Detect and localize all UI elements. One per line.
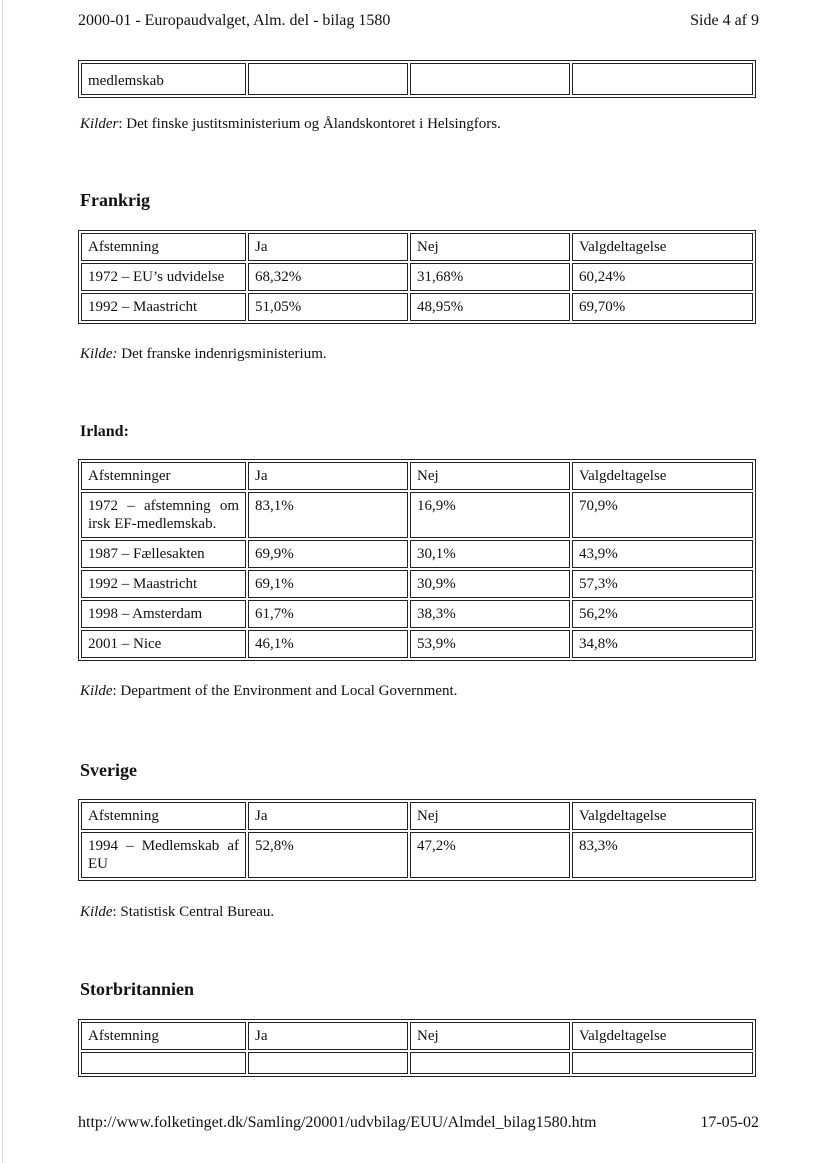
table-cell: 61,7% bbox=[248, 600, 408, 628]
source-label: Kilde bbox=[80, 904, 113, 920]
source-url: http://www.folketinget.dk/Samling/20001/udvbilag/EUU/Almdel_bilag1580.htm bbox=[78, 1114, 597, 1131]
header-cell: Valgdeltagelse bbox=[572, 1022, 753, 1050]
source-label: Kilde: bbox=[80, 346, 118, 362]
table-cell: 69,1% bbox=[248, 570, 408, 598]
uk-table bbox=[78, 1019, 756, 1077]
header-cell: Valgdeltagelse bbox=[572, 233, 753, 261]
table-row bbox=[81, 570, 753, 598]
header-cell: Nej bbox=[410, 462, 570, 490]
table-cell bbox=[248, 1052, 408, 1074]
table-row bbox=[81, 600, 753, 628]
header-cell: Ja bbox=[248, 233, 408, 261]
table-cell bbox=[410, 63, 570, 95]
table-cell: 51,05% bbox=[248, 293, 408, 321]
header-cell: Nej bbox=[410, 233, 570, 261]
france-table bbox=[78, 230, 756, 324]
table-cell: 1992 – Maastricht bbox=[81, 293, 246, 321]
table-cell: 30,1% bbox=[410, 540, 570, 568]
table-header-row bbox=[81, 1022, 753, 1050]
section-title-uk: Storbritannien bbox=[80, 979, 195, 999]
table-cell: 16,9% bbox=[410, 492, 570, 538]
table-cell: 1972 – EU’s udvidelse bbox=[81, 263, 246, 291]
sweden-source bbox=[80, 904, 274, 921]
table-cell: medlemskab bbox=[81, 63, 246, 95]
table-cell: 56,2% bbox=[572, 600, 753, 628]
table-cell: 83,3% bbox=[572, 832, 753, 878]
ireland-table bbox=[78, 459, 756, 661]
section-title-france: Frankrig bbox=[80, 190, 150, 210]
table-row bbox=[81, 63, 753, 95]
table-cell: 43,9% bbox=[572, 540, 753, 568]
table-cell: 68,32% bbox=[248, 263, 408, 291]
table-cell: 69,70% bbox=[572, 293, 753, 321]
table-row bbox=[81, 263, 753, 291]
table-cell: 46,1% bbox=[248, 630, 408, 658]
header-cell: Afstemninger bbox=[81, 462, 246, 490]
france-source bbox=[80, 346, 327, 363]
page-header bbox=[78, 12, 759, 30]
source-text: : Det finske justitsministerium og Ålandskontoret i Helsingfors. bbox=[118, 116, 501, 132]
header-cell: Ja bbox=[248, 802, 408, 830]
table-cell: 34,8% bbox=[572, 630, 753, 658]
header-cell: Ja bbox=[248, 1022, 408, 1050]
table-cell: 83,1% bbox=[248, 492, 408, 538]
table-row bbox=[81, 293, 753, 321]
table-cell: 70,9% bbox=[572, 492, 753, 538]
table-cell bbox=[248, 63, 408, 95]
header-cell: Ja bbox=[248, 462, 408, 490]
table-cell: 53,9% bbox=[410, 630, 570, 658]
source-label: Kilder bbox=[80, 116, 119, 132]
table-cell: 48,95% bbox=[410, 293, 570, 321]
finland-source bbox=[80, 116, 501, 133]
table-cell: 52,8% bbox=[248, 832, 408, 878]
document-reference: 2000-01 - Europaudvalget, Alm. del - bilag 1580 bbox=[78, 12, 391, 29]
table-cell: 1972 – afstemning om irsk EF-medlemskab. bbox=[81, 492, 246, 538]
header-cell: Afstemning bbox=[81, 802, 246, 830]
table-cell: 57,3% bbox=[572, 570, 753, 598]
table-header-row bbox=[81, 802, 753, 830]
header-cell: Valgdeltagelse bbox=[572, 802, 753, 830]
table-header-row bbox=[81, 233, 753, 261]
table-row bbox=[81, 540, 753, 568]
header-cell: Nej bbox=[410, 802, 570, 830]
table-row bbox=[81, 832, 753, 878]
page-edge-rule bbox=[2, 0, 3, 1163]
header-cell: Afstemning bbox=[81, 233, 246, 261]
table-cell: 60,24% bbox=[572, 263, 753, 291]
table-cell bbox=[410, 1052, 570, 1074]
table-cell: 2001 – Nice bbox=[81, 630, 246, 658]
source-text: Det franske indenrigsministerium. bbox=[117, 346, 327, 362]
table-cell: 1994 – Medlemskab af EU bbox=[81, 832, 246, 878]
source-text: : Statistisk Central Bureau. bbox=[112, 904, 275, 920]
sweden-table bbox=[78, 799, 756, 881]
table-cell bbox=[81, 1052, 246, 1074]
header-cell: Valgdeltagelse bbox=[572, 462, 753, 490]
table-cell: 47,2% bbox=[410, 832, 570, 878]
table-cell: 1987 – Fællesakten bbox=[81, 540, 246, 568]
table-cell bbox=[572, 1052, 753, 1074]
table-cell: 1992 – Maastricht bbox=[81, 570, 246, 598]
table-row bbox=[81, 492, 753, 538]
print-date: 17-05-02 bbox=[700, 1114, 759, 1131]
section-title-sweden: Sverige bbox=[80, 760, 137, 780]
table-cell: 30,9% bbox=[410, 570, 570, 598]
section-title-ireland: Irland: bbox=[80, 423, 129, 440]
table-row bbox=[81, 1052, 753, 1074]
table-cell: 1998 – Amsterdam bbox=[81, 600, 246, 628]
ireland-source bbox=[80, 683, 457, 700]
finland-table-continuation bbox=[78, 60, 756, 98]
table-cell bbox=[572, 63, 753, 95]
source-text: : Department of the Environment and Local Government. bbox=[112, 683, 458, 699]
table-cell: 38,3% bbox=[410, 600, 570, 628]
table-header-row bbox=[81, 462, 753, 490]
table-row bbox=[81, 630, 753, 658]
header-cell: Nej bbox=[410, 1022, 570, 1050]
page-number: Side 4 af 9 bbox=[690, 12, 759, 29]
table-cell: 69,9% bbox=[248, 540, 408, 568]
page-footer bbox=[78, 1114, 759, 1132]
source-label: Kilde bbox=[80, 683, 113, 699]
table-cell: 31,68% bbox=[410, 263, 570, 291]
header-cell: Afstemning bbox=[81, 1022, 246, 1050]
